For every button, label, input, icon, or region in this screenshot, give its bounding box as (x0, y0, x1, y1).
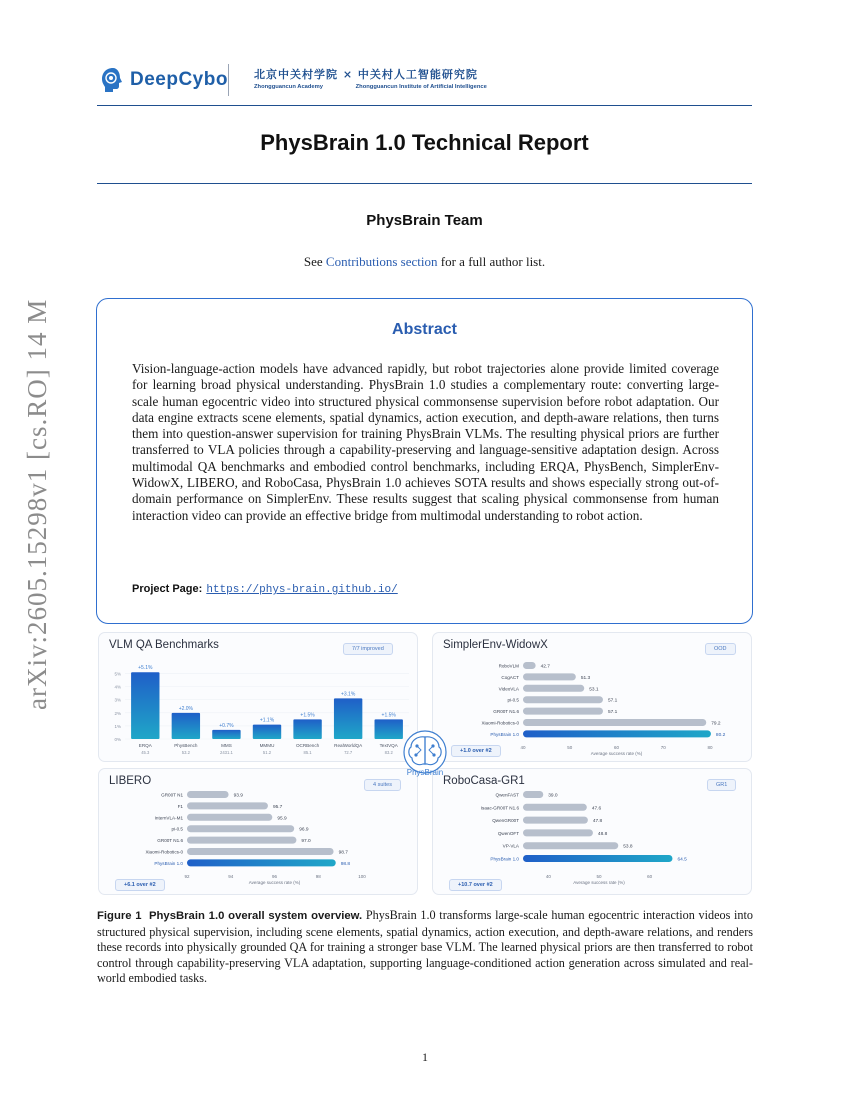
category-label: Xiaomi-Robotics-0 (145, 849, 183, 855)
chart-panel-robocasa (432, 768, 752, 895)
chart-tag: GR1 (707, 779, 736, 791)
author-team: PhysBrain Team (366, 212, 483, 229)
bar (334, 698, 362, 739)
x-tick-label: 70 (660, 745, 666, 750)
chart-title: SimplerEnv-WidowX (443, 639, 548, 651)
header-rule (97, 105, 752, 106)
x-tick-label: 94 (228, 874, 234, 879)
bar (131, 672, 159, 739)
bar (187, 802, 268, 809)
bar-value-label: 96.9 (299, 827, 309, 833)
project-page-label: Project Page: (132, 583, 203, 595)
chart-panel-libero (98, 768, 418, 895)
x-tick-label: 50 (567, 745, 573, 750)
author-note (97, 254, 752, 270)
bar (187, 814, 272, 821)
page-number: 1 (422, 1050, 428, 1064)
bar-value-label: 47.8 (592, 819, 603, 825)
bar (253, 725, 281, 739)
category-label: PhysBrain 1.0 (154, 860, 183, 866)
category-label: QwenFAST (495, 792, 519, 798)
bar-value-label: 64.5 (677, 857, 687, 863)
bar-value-label: 57.1 (607, 710, 618, 716)
category-label: Isaac-GR00T N1.6 (480, 805, 519, 811)
bar-value-label: +1.5% (381, 712, 396, 719)
category-label: GR00T N1.6 (157, 838, 183, 844)
x-axis-label: Average success rate (%) (573, 880, 625, 885)
deepcybo-wordmark: DeepCybo (130, 69, 228, 90)
x-tick-label: 98 (315, 874, 321, 879)
bar (187, 848, 334, 855)
bar-value-label: 79.2 (711, 721, 721, 727)
arxiv-stamp (4, 300, 56, 720)
x-tick-label: 50 (596, 874, 602, 879)
figure-caption (97, 908, 753, 987)
bar-value-label: 53.1 (589, 687, 599, 693)
project-page-line (132, 583, 398, 596)
bar-value-label: 80.2 (715, 732, 726, 738)
abstract-body: Vision-language-action models have advanced rapidly, but robot trajectories alone provide limited coverage for learning broad physical understanding. PhysBrain 1.0 studies a complementary route: converting large-scale human egocentric video into structured physical commonsense supervision before robot adaptation. Our data engine extracts scene elements, spatial dynamics, action execution, and depth-aware relations, then turns them into question-answer supervision for training PhysBrain VLMs. The resulting physical priors are further transferred to VLA policies through a capability-preserving and language-sensitive adaptation design. Across multimodal QA benchmarks and embodied control benchmarks, including ERQA, PhysBench, SimplerEnv-WidowX, LIBERO, and RoboCasa, PhysBrain 1.0 achieves SOTA results and shows especially strong out-of-domain performance on SimplerEnv. These results suggest that scaling physical commonsense from human interaction video can provide an effective bridge from multimodal understanding to robot action. (132, 361, 719, 523)
x-tick-label: 80 (707, 745, 713, 750)
author-note-suffix: for a full author list. (437, 254, 546, 269)
category-label: InternVLA-M1 (154, 815, 183, 821)
contributions-link[interactable]: Contributions section (325, 254, 438, 269)
chart-title: RoboCasa-GR1 (443, 775, 525, 787)
bar-value-label: 98.8 (340, 861, 351, 867)
bar-sub-label: 2431.1 (220, 750, 233, 755)
abstract-heading: Abstract (392, 321, 457, 338)
bar (523, 817, 588, 824)
x-tick-label: 60 (647, 874, 653, 879)
bar (187, 825, 294, 832)
zhongguancun-logo (254, 66, 487, 90)
bar-value-label: +5.1% (138, 665, 153, 672)
bar-value-label: 39.0 (548, 793, 558, 799)
bar (172, 713, 200, 739)
category-label: PhysBrain 1.0 (490, 731, 519, 737)
bar-value-label: +1.5% (300, 712, 315, 719)
bar-value-label: +0.7% (219, 722, 234, 729)
bar-value-label: 97.0 (301, 839, 311, 845)
chart-title: LIBERO (109, 775, 152, 787)
category-label: GR00T N1.6 (493, 709, 519, 715)
x-axis-label: Average success rate (%) (248, 880, 301, 885)
robocasa-bar-chart (433, 769, 753, 896)
category-label: F1 (177, 803, 183, 809)
bar (523, 804, 587, 811)
bar-value-label: 48.8 (597, 831, 608, 837)
bar-value-label: 51.3 (580, 675, 591, 681)
academy-name-en: Zhongguancun Academy (254, 84, 324, 90)
category-label: VP-VLA (502, 843, 519, 849)
gain-badge: +10.7 over #2 (449, 879, 502, 891)
x-tick-label: 40 (520, 745, 526, 750)
bar-value-label: 93.9 (233, 793, 243, 799)
bar-value-label: 47.6 (591, 806, 602, 812)
chart-panel-vlm-qa (98, 632, 418, 762)
bar (187, 837, 296, 844)
y-tick-label: 2% (114, 710, 121, 716)
abstract-box (96, 298, 753, 624)
chart-tag: 7/7 improved (343, 643, 393, 655)
figure-caption-title: PhysBrain 1.0 overall system overview. (149, 910, 363, 922)
x-tick-label: 40 (545, 874, 551, 879)
bar-sub-label: 83.2 (384, 750, 393, 755)
y-tick-label: 3% (114, 697, 121, 703)
bar-value-label: +1.1% (259, 717, 275, 724)
gain-badge: +1.0 over #2 (451, 745, 501, 757)
arxiv-stamp-text: arXiv:2605.15298v1 [cs.RO] 14 May 2026 (22, 300, 52, 710)
bar-value-label: 53.8 (623, 844, 633, 850)
x-tick-label: PhysBench (174, 743, 198, 748)
chart-panel-simplerenv (432, 632, 752, 762)
bar (523, 719, 706, 726)
bar (523, 855, 672, 862)
bar (187, 791, 229, 798)
bar-value-label: +2.0% (178, 705, 194, 712)
bar-value-label: 98.7 (338, 850, 348, 856)
bar (293, 719, 321, 739)
x-tick-label: ERQA (138, 743, 152, 748)
y-tick-label: 1% (114, 723, 121, 729)
x-tick-label: 60 (613, 745, 620, 750)
bar-sub-label: 53.2 (181, 750, 190, 755)
author-note-prefix: See (303, 254, 326, 269)
bar-sub-label: 72.7 (344, 750, 353, 755)
bar (187, 859, 336, 866)
bar (523, 791, 543, 798)
institute-name-en: Zhongguancun Institute of Artificial Intelligence (355, 84, 487, 90)
y-tick-label: 4% (114, 684, 121, 690)
bar (523, 673, 576, 680)
x-tick-label: 100 (358, 874, 366, 879)
bar-value-label: 57.1 (607, 698, 618, 704)
bar (523, 829, 593, 836)
figure-caption-text: PhysBrain 1.0 transforms large-scale human egocentric interaction videos into structured physical supervision, including scene elements, spatial dynamics, action execution, and depth-aware relations, and renders these records into physically grounded QA for training a stronger base VLM. The learned physical priors are then transferred to robot control through capability-preserving VLA adaptation, supporting language-conditioned action generation across simulated and real-world embodied tasks. (97, 908, 753, 985)
bar-sub-label: 45.3 (141, 750, 150, 755)
category-label: QwenOFT (497, 830, 519, 836)
y-tick-label: 0% (114, 737, 121, 742)
bar (523, 696, 603, 703)
category-label: Xiaomi-Robotics-0 (481, 720, 519, 726)
bar (523, 662, 536, 669)
bar-value-label: 95.7 (272, 804, 283, 810)
bar-value-label: 95.9 (277, 816, 287, 822)
gain-badge: +6.1 over #2 (115, 879, 165, 891)
bar (523, 842, 618, 849)
libero-bar-chart (99, 769, 419, 896)
x-tick-label: MMMU (259, 743, 275, 748)
bar-sub-label: 51.2 (262, 750, 272, 755)
category-label: QwenGR00T (492, 818, 519, 824)
deepcybo-logo (100, 64, 228, 96)
category-label: pi-0.5 (507, 697, 519, 703)
y-tick-label: 5% (114, 671, 121, 677)
vlm-qa-bar-chart (99, 633, 419, 763)
bar (523, 685, 584, 692)
figure-label: Figure 1 (97, 910, 142, 922)
category-label: PhysBrain 1.0 (490, 856, 519, 862)
x-tick-label: TextVQA (379, 743, 398, 748)
category-label: RoboVLM (498, 663, 519, 669)
simplerenv-bar-chart (433, 633, 753, 763)
deepcybo-head-icon (100, 66, 126, 94)
project-page-link[interactable]: https://phys-brain.github.io/ (206, 584, 398, 596)
x-tick-label: 96 (271, 874, 278, 879)
chart-tag: OOD (705, 643, 736, 655)
category-label: VideoVLA (498, 686, 519, 692)
header-divider (228, 64, 229, 96)
bar (523, 708, 603, 715)
bar (523, 730, 711, 737)
physbrain-mascot-label: PhysBrain (406, 768, 444, 777)
bar-value-label: 42.7 (540, 664, 550, 670)
academy-name-cn: 北京中关村学院 × 中关村人工智能研究院 (254, 68, 478, 81)
bar-sub-label: 85.1 (303, 750, 312, 755)
figure-1 (98, 632, 752, 895)
category-label: pi-0.5 (171, 826, 183, 832)
x-tick-label: OCRBench (295, 743, 320, 748)
chart-tag: 4 suites (364, 779, 401, 791)
x-tick-label: MMS (221, 743, 232, 748)
x-tick-label: RealWorldQA (334, 743, 363, 748)
title-rule (97, 183, 752, 184)
chart-title: VLM QA Benchmarks (109, 639, 219, 651)
category-label: GR00T N1 (161, 792, 183, 798)
bar (212, 730, 240, 739)
bar-value-label: +3.1% (340, 691, 356, 698)
header-logos (98, 62, 752, 98)
x-tick-label: 92 (184, 874, 190, 879)
category-label: CogACT (501, 674, 519, 680)
x-axis-label: Average success rate (%) (590, 751, 643, 756)
paper-title: PhysBrain 1.0 Technical Report (260, 130, 589, 155)
